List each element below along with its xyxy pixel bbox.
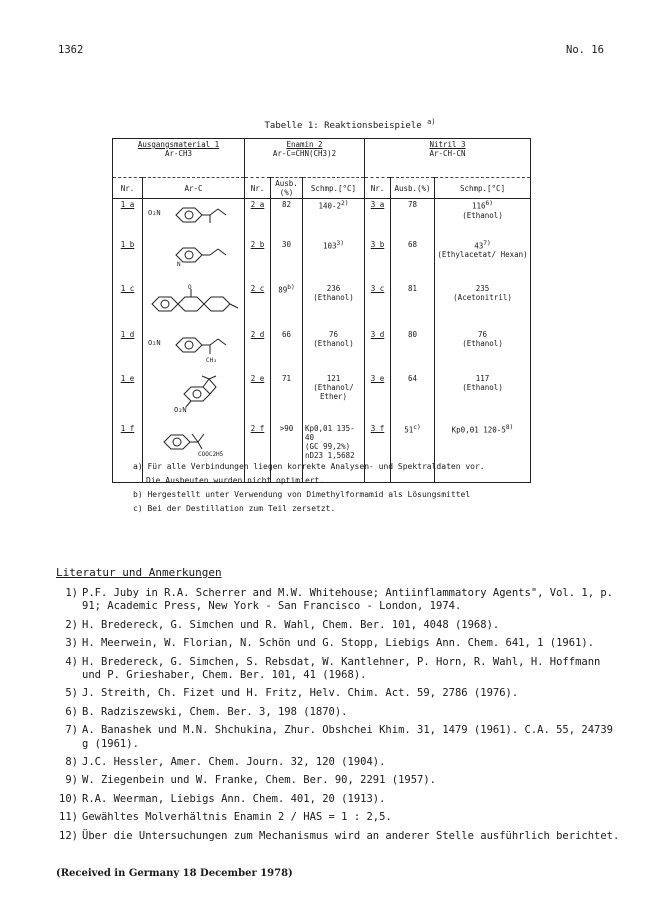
table-row bbox=[113, 283, 531, 329]
quinazolinone-structure-icon bbox=[146, 284, 242, 322]
nitrile-yield: 64 bbox=[391, 373, 435, 423]
column-header: Schmp.[°C] bbox=[303, 178, 365, 199]
structure-cell bbox=[143, 373, 245, 423]
reference-list bbox=[56, 587, 622, 848]
group-starting-material: Ausgangsmaterial 1 Ar-CH3 bbox=[113, 139, 245, 178]
column-header: Ausb.(%) bbox=[391, 178, 435, 199]
list-item: 5) J. Streith, Ch. Fizet und H. Fritz, Helv. Chim. Act. 59, 2786 (1976). bbox=[65, 687, 519, 700]
enamine-yield: 30 bbox=[271, 239, 303, 283]
svg-text:O: O bbox=[187, 283, 192, 291]
nitrophenyl-structure-icon bbox=[146, 200, 242, 230]
column-header: Ausb.(%) bbox=[271, 178, 303, 199]
nitrile-mp: 116$^{6)}$ (Ethanol) bbox=[435, 199, 531, 239]
list-item: 1) P.F. Juby in R.A. Scherrer and M.W. Whitehouse; Antiinflammatory Agents", Vol. 1, p. 91; Academic Press, New York - San Francisco - London, 1974. bbox=[65, 587, 614, 613]
nitrile-yield: 80 bbox=[391, 329, 435, 373]
enamine-number: 2 a bbox=[250, 200, 265, 209]
ester-structure-icon bbox=[146, 424, 242, 460]
reaction-table bbox=[112, 138, 531, 483]
enamine-yield: >90 bbox=[271, 423, 303, 483]
group-nitrile: Nitril 3 Ar-CH-CN bbox=[365, 139, 531, 178]
list-item: 4) H. Bredereck, G. Simchen, S. Rebsdat, W. Kantlehner, P. Horn, R. Wahl, H. Hoffmann und P. Grieshaber, Chem. Ber. 101, 41 (1968). bbox=[65, 655, 601, 682]
table-row bbox=[113, 199, 531, 239]
enamine-number: 2 f bbox=[250, 423, 265, 433]
footnote-c: c) Bei der Destillation zum Teil zersetzt. bbox=[133, 504, 336, 513]
footnote-b: b) Hergestellt unter Verwendung von Dimethylformamid als Lösungsmittel bbox=[133, 490, 471, 499]
column-header: Nr. bbox=[365, 178, 391, 199]
enamine-yield: 71 bbox=[271, 373, 303, 423]
enamine-mp: 76 (Ethanol) bbox=[303, 329, 365, 373]
compound-number: 1 d bbox=[120, 329, 135, 339]
caption-text: Tabelle 1: Reaktionsbeispiele bbox=[264, 121, 422, 131]
nitrile-mp: 235 (Acetonitril) bbox=[435, 283, 531, 329]
enamine-yield: 82 bbox=[271, 199, 303, 239]
svg-text:CH₃: CH₃ bbox=[205, 356, 217, 364]
compound-number: 1 a bbox=[120, 200, 135, 209]
nitrile-yield: 81 bbox=[391, 283, 435, 329]
group-header-row bbox=[113, 139, 531, 178]
enamine-yield: 89$^{b)}$ bbox=[271, 283, 303, 329]
nitrile-number: 3 b bbox=[370, 239, 385, 249]
nitrile-mp: 117 (Ethanol) bbox=[435, 373, 531, 423]
list-item: 10) R.A. Weerman, Liebigs Ann. Chem. 401, 20 (1913). bbox=[59, 792, 386, 805]
list-item: 8) J.C. Hessler, Amer. Chem. Journ. 32, 120 (1904). bbox=[65, 756, 386, 769]
page-number: 1362 bbox=[58, 44, 84, 56]
enamine-mp: 140-2$^{2)}$ bbox=[303, 199, 365, 239]
svg-text:O₂N: O₂N bbox=[147, 209, 161, 217]
structure-cell bbox=[143, 423, 245, 483]
nitrile-number: 3 a bbox=[370, 200, 385, 209]
nitrile-mp: Kp0,01 120-5$^{8)}$ bbox=[435, 423, 531, 483]
list-item: 3) H. Meerwein, W. Florian, N. Schön und G. Stopp, Liebigs Ann. Chem. 641, 1 (1961). bbox=[65, 637, 595, 650]
nitrile-number: 3 c bbox=[370, 283, 385, 293]
enamine-mp: 236 (Ethanol) bbox=[303, 283, 365, 329]
list-item: 6) B. Radziszewski, Chem. Ber. 3, 198 (1870). bbox=[65, 705, 348, 718]
column-header: Nr. bbox=[113, 178, 143, 199]
nitroindane-structure-icon bbox=[146, 374, 242, 414]
table-row bbox=[113, 423, 531, 483]
enamine-mp: Kp0,01 135-40 (GC 99,2%) nD23 1,5682 bbox=[303, 423, 365, 483]
compound-number: 1 b bbox=[120, 239, 135, 249]
enamine-mp: 121 (Ethanol/ Ether) bbox=[303, 373, 365, 423]
pyridyl-structure-icon bbox=[146, 240, 242, 270]
svg-text:O₂N: O₂N bbox=[147, 338, 161, 347]
list-item: 7) A. Banashek und M.N. Shchukina, Zhur. Obshchei Khim. 31, 1479 (1961). C.A. 55, 24739 g (1961). bbox=[65, 724, 614, 750]
enamine-mp: 103$^{3)}$ bbox=[303, 239, 365, 283]
enamine-number: 2 d bbox=[250, 329, 265, 339]
enamine-yield: 66 bbox=[271, 329, 303, 373]
nitrile-yield: 51$^{c)}$ bbox=[391, 423, 435, 483]
nitrile-number: 3 f bbox=[370, 423, 385, 433]
column-header: Nr. bbox=[245, 178, 271, 199]
list-item: 12) Über die Untersuchungen zum Mechanismus wird an anderer Stelle ausführlich berichtet. bbox=[59, 829, 620, 842]
structure-cell bbox=[143, 283, 245, 329]
enamine-number: 2 c bbox=[250, 283, 265, 293]
footnote-a: a) Für alle Verbindungen liegen korrekte Analysen- und Spektraldaten vor. bbox=[133, 462, 485, 471]
table-caption bbox=[200, 118, 500, 131]
nitrile-number: 3 e bbox=[370, 373, 385, 383]
compound-number: 1 f bbox=[120, 423, 135, 433]
structure-cell bbox=[143, 199, 245, 239]
caption-footnote-mark: a) bbox=[427, 118, 436, 126]
table-row bbox=[113, 239, 531, 283]
compound-number: 1 e bbox=[120, 373, 135, 383]
column-header: Ar-C bbox=[143, 178, 245, 199]
column-header: Schmp.[°C] bbox=[435, 178, 531, 199]
nitrile-yield: 68 bbox=[391, 239, 435, 283]
table-row bbox=[113, 329, 531, 373]
footnote-a-cont: Die Ausbeuten wurden nicht optimiert. bbox=[146, 476, 325, 485]
literature-heading: Literatur und Anmerkungen bbox=[56, 566, 222, 579]
nitrile-mp: 76 (Ethanol) bbox=[435, 329, 531, 373]
received-date: (Received in Germany 18 December 1978) bbox=[56, 868, 293, 879]
issue-number: No. 16 bbox=[566, 44, 604, 56]
compound-number: 1 c bbox=[120, 283, 135, 293]
enamine-number: 2 e bbox=[250, 373, 265, 383]
table-row bbox=[113, 373, 531, 423]
column-header-row bbox=[113, 178, 531, 199]
enamine-number: 2 b bbox=[250, 239, 265, 249]
svg-text:O₂N: O₂N bbox=[173, 405, 187, 414]
structure-cell bbox=[143, 239, 245, 283]
nitrile-yield: 78 bbox=[391, 199, 435, 239]
structure-cell bbox=[143, 329, 245, 373]
list-item: 2) H. Bredereck, G. Simchen und R. Wahl, Chem. Ber. 101, 4048 (1968). bbox=[65, 618, 500, 631]
list-item: 9) W. Ziegenbein und W. Franke, Chem. Ber. 90, 2291 (1957). bbox=[65, 774, 437, 787]
svg-text:N: N bbox=[176, 260, 181, 268]
nitrophenyl-methyl-structure-icon bbox=[146, 330, 242, 364]
nitrile-mp: 43$^{7)}$ (Ethylacetat/ Hexan) bbox=[435, 239, 531, 283]
group-enamine: Enamin 2 Ar-C=CHN(CH3)2 bbox=[245, 139, 365, 178]
ester-group-label: COOC2H5 bbox=[197, 450, 223, 458]
list-item: 11) Gewähltes Molverhältnis Enamin 2 / HAS = 1 : 2,5. bbox=[59, 811, 392, 824]
nitrile-number: 3 d bbox=[370, 329, 385, 339]
